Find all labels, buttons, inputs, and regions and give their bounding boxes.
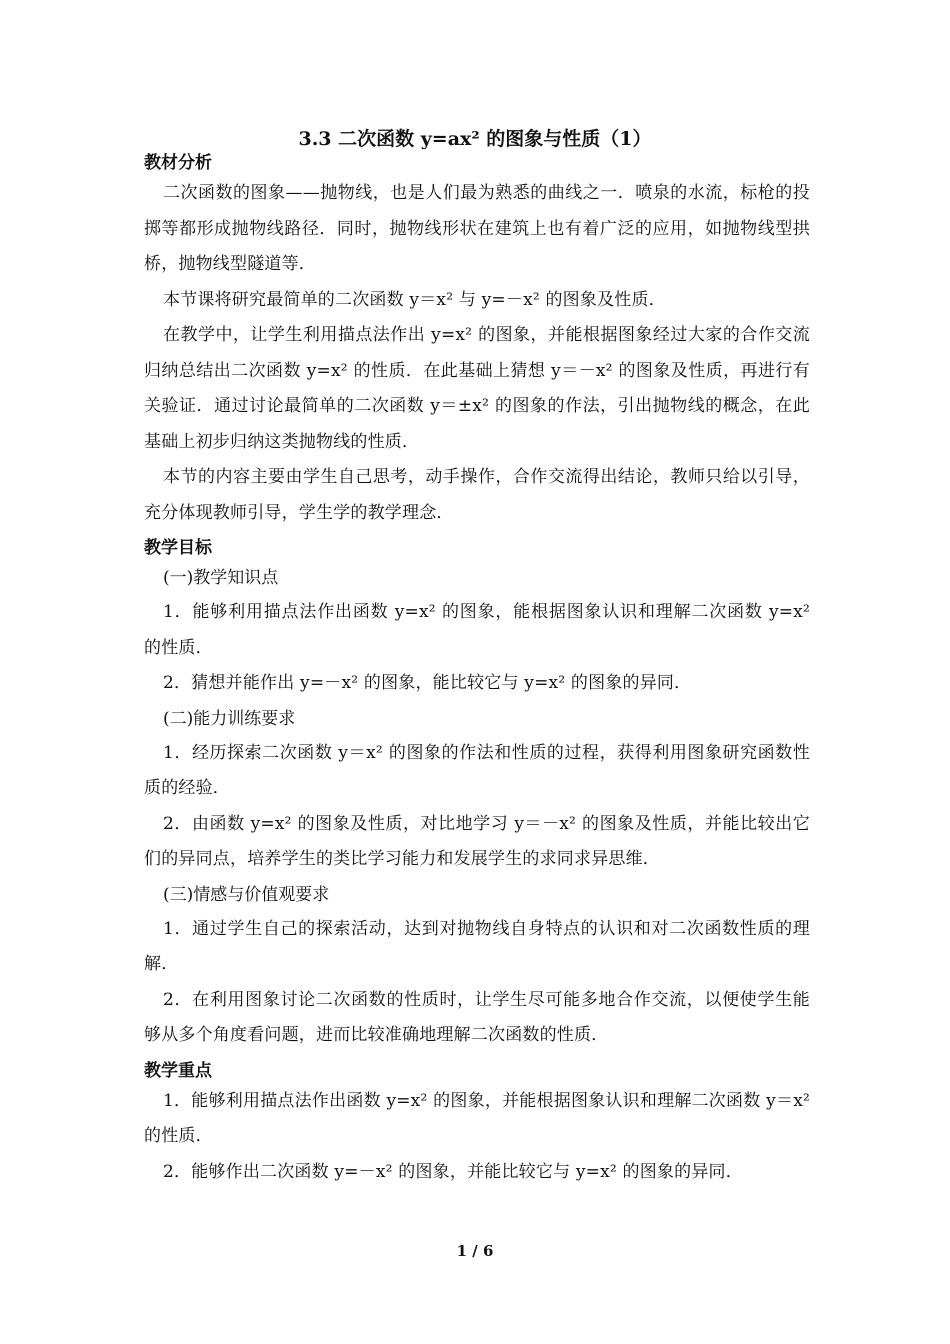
paragraph: 本节的内容主要由学生自己思考，动手操作，合作交流得出结论，教师只给以引导，充分体现教师引导，学生学的教学理念． [144,467,810,523]
subsection-label: (二)能力训练要求 [163,708,296,729]
section-heading-analysis: 教材分析 [144,153,212,173]
list-item: 1．经历探索二次函数 y＝x² 的图象的作法和性质的过程，获得利用图象研究函数性质的经验． [144,742,810,798]
list-item: 1．能够利用描点法作出函数 y=x² 的图象，并能根据图象认识和理解二次函数 y＝x² 的性质． [144,1090,810,1146]
page-number: 1 / 6 [456,1242,494,1260]
list-item: 2．由函数 y=x² 的图象及性质，对比地学习 y＝－x² 的图象及性质，并能比较出它们的异同点，培养学生的类比学习能力和发展学生的求同求异思维． [144,813,810,869]
paragraph: 本节课将研究最简单的二次函数 y＝x² 与 y=－x² 的图象及性质． [163,289,666,310]
list-item: 1．通过学生自己的探索活动，达到对抛物线自身特点的认识和对二次函数性质的理解． [144,918,810,974]
list-item: 1．能够利用描点法作出函数 y=x² 的图象，能根据图象认识和理解二次函数 y=x² 的性质． [144,602,810,658]
section-heading-goals: 教学目标 [144,538,212,558]
section-heading-keypoints: 教学重点 [144,1060,212,1081]
list-item: 2．在利用图象讨论二次函数的性质时，让学生尽可能多地合作交流，以便使学生能够从多个角度看问题，进而比较准确地理解二次函数的性质． [144,989,810,1045]
page-title: 3.3 二次函数 y=ax² 的图象与性质（1） [298,128,652,150]
document-body [144,150,810,1190]
subsection-label: (三)情感与价值观要求 [163,884,330,905]
paragraph: 二次函数的图象——抛物线，也是人们最为熟悉的曲线之一．喷泉的水流，标枪的投掷等都形成抛物线路径．同时，抛物线形状在建筑上也有着广泛的应用，如抛物线型拱桥，抛物线型隧道等． [144,183,810,274]
subsection-label: (一)教学知识点 [163,568,279,588]
paragraph: 在教学中，让学生利用描点法作出 y=x² 的图象，并能根据图象经过大家的合作交流归纳总结出二次函数 y=x² 的性质．在此基础上猜想 y＝－x² 的图象及性质，再进行有关验证．通过讨论最简单的二次函数 y＝±x² 的图象的作法，引出抛物线的概念，在此基础上初步归纳这类抛物线的性质． [144,325,810,452]
list-item: 2．能够作出二次函数 y=－x² 的图象，并能比较它与 y=x² 的图象的异同． [163,1161,743,1182]
list-item: 2．猜想并能作出 y=－x² 的图象，能比较它与 y=x² 的图象的异同． [163,673,692,693]
